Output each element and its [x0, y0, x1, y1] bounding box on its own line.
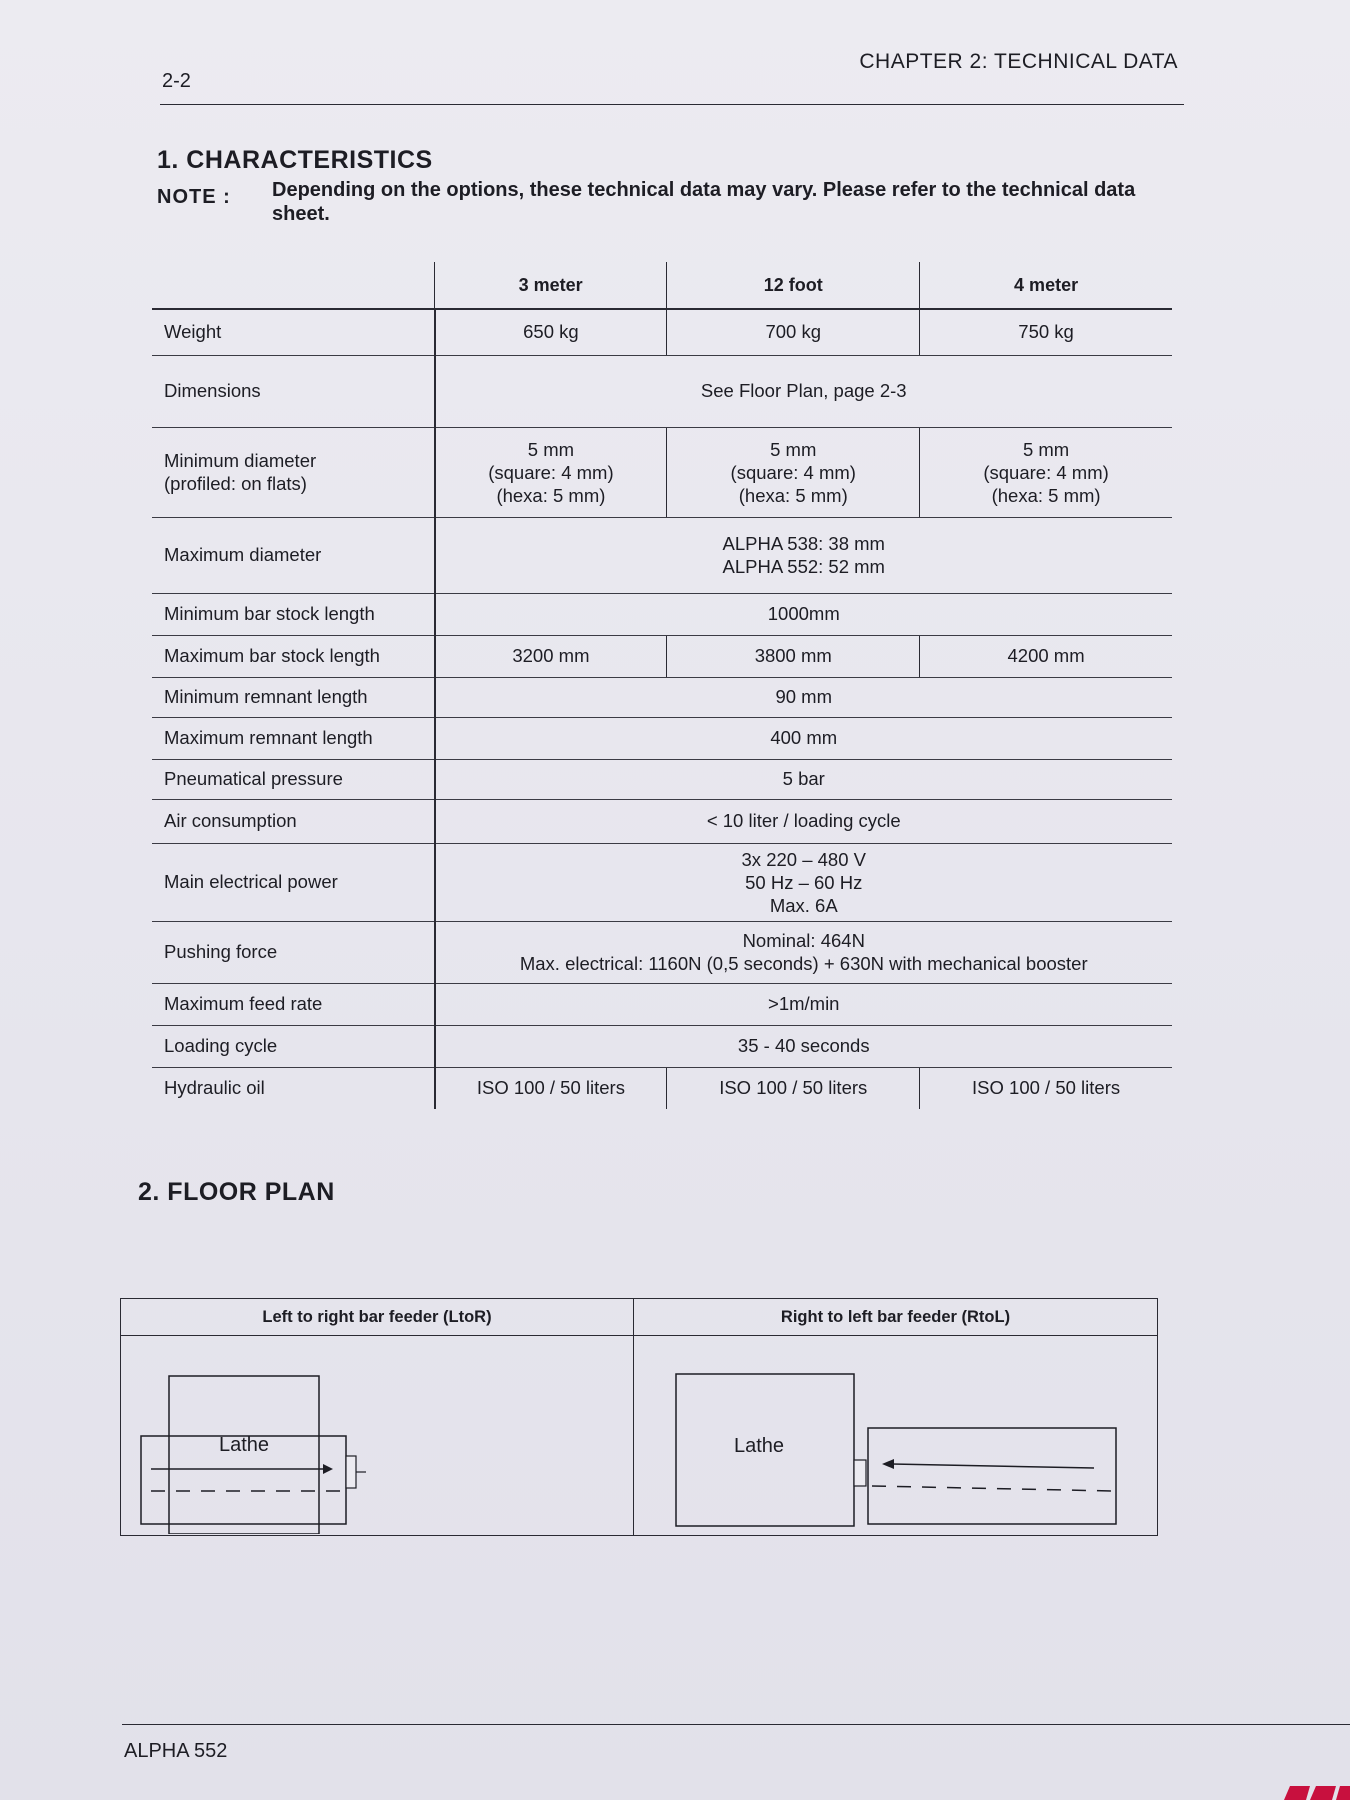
row-label: Maximum diameter — [152, 517, 435, 593]
cell-line: 3x 220 – 480 V — [741, 848, 866, 870]
page-number: 2-2 — [162, 70, 191, 92]
cell-value — [435, 427, 667, 517]
cell-value — [667, 427, 920, 517]
cell-value: 4200 mm — [920, 635, 1172, 677]
cell-value: < 10 liter / loading cycle — [435, 799, 1173, 843]
cell-line: ALPHA 538: 38 mm — [722, 533, 885, 554]
row-label: Maximum bar stock length — [152, 635, 435, 677]
cell-line: (square: 4 mm) — [488, 461, 614, 483]
rtol-dashed-line — [872, 1486, 1112, 1491]
row-label: Air consumption — [152, 799, 435, 843]
cell-line: (hexa: 5 mm) — [991, 484, 1101, 506]
cell-value: ISO 100 / 50 liters — [920, 1067, 1172, 1109]
column-header-4-meter: 4 meter — [920, 262, 1172, 309]
cell-line: Nominal: 464N — [742, 930, 865, 951]
chapter-title: CHAPTER 2: TECHNICAL DATA — [859, 50, 1178, 73]
table-header-row — [152, 262, 1172, 309]
cell-value — [920, 427, 1172, 517]
row-label: Maximum feed rate — [152, 983, 435, 1025]
cell-value: 650 kg — [435, 309, 667, 355]
ltor-lathe-label: Lathe — [218, 1434, 270, 1456]
floor-plan-rtol — [634, 1299, 1157, 1535]
cell-value: See Floor Plan, page 2-3 — [435, 355, 1173, 427]
cell-value: 3800 mm — [667, 635, 920, 677]
cell-value: 1000mm — [435, 593, 1173, 635]
row-label: Pushing force — [152, 921, 435, 983]
cell-value: 700 kg — [667, 309, 920, 355]
cell-line: Max. 6A — [769, 894, 838, 916]
table-row — [152, 799, 1172, 843]
cell-value: 750 kg — [920, 309, 1172, 355]
table-row — [152, 843, 1172, 921]
characteristics-table — [152, 262, 1172, 1109]
note-label: NOTE : — [157, 186, 231, 208]
row-label-line: (profiled: on flats) — [164, 473, 307, 494]
cell-value: 400 mm — [435, 717, 1173, 759]
note-text: Depending on the options, these technical data may vary. Please refer to the technical data sheet. — [272, 179, 1136, 225]
section-title-floor-plan: 2. FLOOR PLAN — [138, 1178, 335, 1206]
brand-logo-icon — [1280, 1776, 1350, 1800]
table-row — [152, 717, 1172, 759]
cell-value: 90 mm — [435, 677, 1173, 717]
row-label: Loading cycle — [152, 1025, 435, 1067]
footer-model: ALPHA 552 — [124, 1740, 228, 1762]
table-row — [152, 759, 1172, 799]
table-row — [152, 593, 1172, 635]
cell-value: ISO 100 / 50 liters — [667, 1067, 920, 1109]
row-label: Main electrical power — [152, 843, 435, 921]
row-label: Pneumatical pressure — [152, 759, 435, 799]
column-header-3-meter: 3 meter — [435, 262, 667, 309]
rtol-bar-feeder-box — [868, 1428, 1116, 1524]
cell-line: 5 mm — [770, 438, 817, 460]
column-header-12-foot: 12 foot — [667, 262, 920, 309]
footer-rule — [122, 1724, 1350, 1725]
row-label: Maximum remnant length — [152, 717, 435, 759]
row-label: Hydraulic oil — [164, 1077, 265, 1099]
rtol-feed-line — [892, 1464, 1094, 1468]
cell-line: 50 Hz – 60 Hz — [745, 871, 863, 893]
floor-plan-rtol-title: Right to left bar feeder (RtoL) — [634, 1299, 1157, 1336]
row-label-line: Minimum diameter — [164, 450, 317, 471]
cell-line: (hexa: 5 mm) — [738, 484, 848, 506]
floor-plan-ltor — [121, 1299, 634, 1535]
cell-value — [435, 517, 1173, 593]
cell-line: ALPHA 552: 52 mm — [722, 556, 885, 577]
cell-line: (square: 4 mm) — [983, 461, 1109, 483]
cell-value — [435, 843, 1173, 921]
cell-line: (hexa: 5 mm) — [496, 484, 606, 506]
page-header — [160, 40, 1184, 105]
cell-value: ISO 100 / 50 liters — [435, 1067, 667, 1109]
cell-line: (square: 4 mm) — [730, 461, 856, 483]
table-row — [152, 309, 1172, 355]
row-label: Dimensions — [152, 355, 435, 427]
rtol-connector — [854, 1460, 866, 1486]
cell-value: 3200 mm — [435, 635, 667, 677]
cell-value: 5 bar — [435, 759, 1173, 799]
rtol-lathe-label: Lathe — [733, 1435, 785, 1457]
table-row — [152, 517, 1172, 593]
row-label — [152, 427, 435, 517]
cell-value: 35 - 40 seconds — [435, 1025, 1173, 1067]
table-row — [152, 427, 1172, 517]
rtol-arrow-icon — [882, 1459, 894, 1469]
ltor-arrow-icon — [323, 1464, 333, 1474]
rtol-drawing — [634, 1336, 1157, 1534]
floor-plan-diagram — [120, 1298, 1158, 1536]
row-label: Weight — [152, 309, 435, 355]
table-row — [152, 355, 1172, 427]
cell-line: 5 mm — [527, 438, 575, 460]
table-row — [152, 921, 1172, 983]
table-row — [152, 635, 1172, 677]
table-row — [152, 677, 1172, 717]
cell-line: 5 mm — [1022, 438, 1070, 460]
table-row — [152, 1067, 1172, 1109]
cell-line: Max. electrical: 1160N (0,5 seconds) + 630N with mechanical booster — [519, 953, 1088, 974]
cell-value — [435, 921, 1173, 983]
row-label: Minimum remnant length — [152, 677, 435, 717]
header-corner — [152, 262, 435, 309]
row-label: Minimum bar stock length — [152, 593, 435, 635]
floor-plan-ltor-title: Left to right bar feeder (LtoR) — [121, 1299, 633, 1336]
section-title-characteristics: 1. CHARACTERISTICS — [157, 146, 433, 174]
table-row — [152, 983, 1172, 1025]
cell-value: >1m/min — [435, 983, 1173, 1025]
ltor-connector — [346, 1456, 356, 1488]
ltor-drawing — [121, 1336, 633, 1534]
table-row — [152, 1025, 1172, 1067]
